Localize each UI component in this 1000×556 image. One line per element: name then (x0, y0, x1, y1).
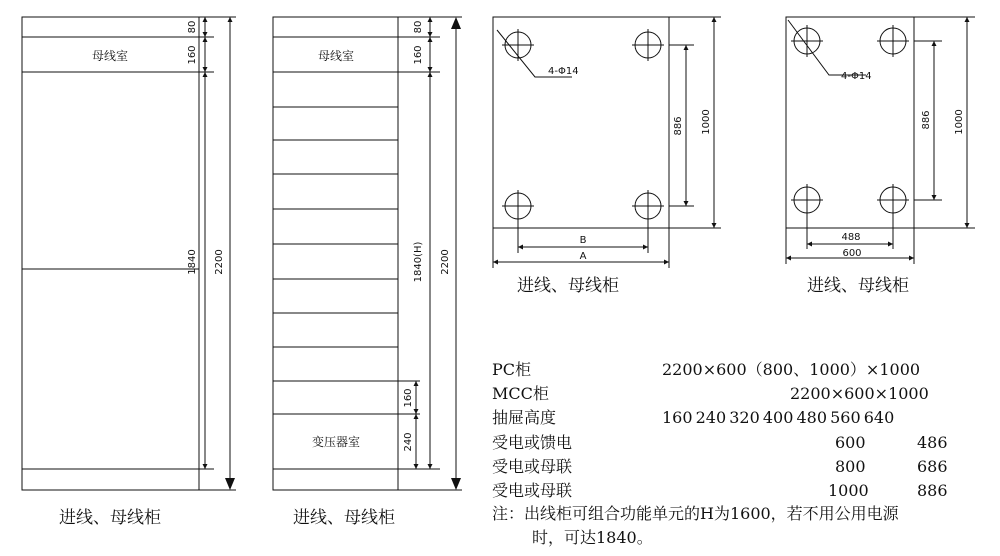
dim-label: 600 (842, 248, 862, 259)
spec-value: 486 (917, 432, 948, 452)
dim-label: 488 (841, 232, 861, 243)
spec-value: 2200×600×1000 (790, 384, 929, 404)
spec-name: 受电或馈电 (492, 432, 573, 452)
spec-row (492, 358, 992, 382)
spec-row (492, 455, 992, 479)
dim-label: 160 (413, 45, 424, 65)
note-line: 注：出线柜可组合功能单元的H为1600，若不用公用电源 (492, 504, 899, 523)
spec-value: 800 (835, 456, 866, 476)
caption: 进线、母线柜 (293, 508, 395, 528)
dim-label: 1840(H) (413, 241, 424, 283)
spec-value: 160 240 320 400 480 560 640 (662, 408, 895, 428)
spec-value: 2200×600（800、1000）×1000 (662, 360, 921, 379)
spec-value: 886 (917, 480, 948, 500)
base1-plan (493, 17, 721, 268)
footnote (492, 502, 997, 550)
caption: 进线、母线柜 (517, 276, 619, 296)
spec-name: MCC柜 (492, 384, 549, 404)
spec-row (492, 382, 992, 406)
spec-table (492, 358, 992, 503)
room-label: 母线室 (91, 49, 129, 63)
room-label: 母线室 (317, 49, 355, 63)
dim-label: 240 (403, 432, 414, 452)
dim-label: 1840 (187, 249, 198, 275)
dim-label: 886 (921, 110, 932, 130)
dim-label: 1000 (954, 109, 965, 135)
panel1-elevation (22, 17, 236, 490)
caption: 进线、母线柜 (59, 508, 161, 528)
hole-label: 4-Φ14 (841, 71, 872, 82)
dim-label: 886 (673, 116, 684, 136)
dim-label: 160 (403, 388, 414, 408)
panel2-elevation (273, 17, 462, 490)
spec-name: 抽屉高度 (492, 408, 557, 428)
spec-row (492, 431, 992, 455)
dim-label: A (579, 251, 587, 262)
dim-label: 160 (187, 45, 198, 65)
spec-name: 受电或母联 (492, 480, 573, 500)
base2-plan (786, 17, 975, 264)
room-label: 变压器室 (311, 435, 361, 449)
spec-value: 1000 (828, 480, 869, 500)
dim-label: 80 (413, 20, 424, 34)
note-line: 时，可达1840。 (532, 528, 653, 547)
dim-label: 2200 (214, 249, 225, 275)
spec-row (492, 406, 992, 430)
caption: 进线、母线柜 (807, 276, 909, 296)
hole-label: 4-Φ14 (548, 66, 579, 77)
spec-value: 686 (917, 456, 948, 476)
spec-value: 600 (835, 432, 866, 452)
spec-name: PC柜 (492, 360, 532, 379)
spec-row (492, 479, 992, 503)
dim-label: 1000 (701, 109, 712, 135)
dim-label: 2200 (440, 249, 451, 275)
dim-label: 80 (187, 20, 198, 34)
dim-label: B (579, 235, 587, 246)
spec-name: 受电或母联 (492, 456, 573, 476)
